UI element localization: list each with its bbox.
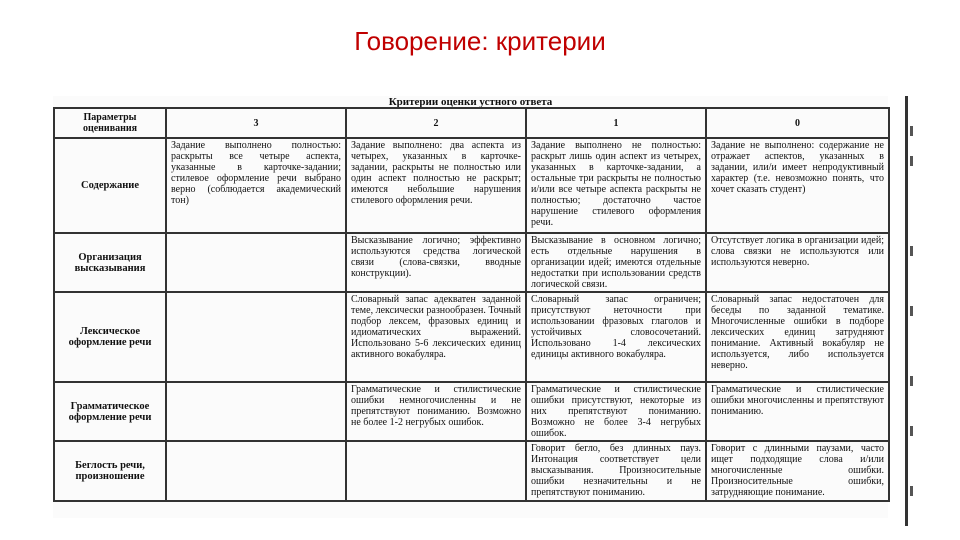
- criteria-cell: Словарный запас недостаточен для беседы по заданной тематике. Многочисленные ошибки в подборе лексических единиц затрудняют понимание. Активный вокабуляр не используется, либо используется неверно.: [706, 292, 889, 382]
- scan-edge-mark: [910, 426, 913, 436]
- criteria-cell: Задание выполнено не полностью: раскрыт лишь один аспект из четырех, указанных в карточке-задании, а остальные три раскрыты не полностью и/или все четыре аспекта раскрыты не полностью; достаточно частое нарушение стилевого оформления речи.: [526, 138, 706, 233]
- header-score-0: 0: [706, 108, 889, 138]
- criteria-cell: Грамматические и стилистические ошибки немногочисленны и не препятствуют пониманию. Возможно не более 1-2 негрубых ошибок.: [346, 382, 526, 441]
- criteria-cell: Задание выполнено полностью: раскрыты все четыре аспекта, указанные в карточке-задании; стилевое оформление речи выбрано верно (соблюдается академический тон): [166, 138, 346, 233]
- criteria-cell: [166, 292, 346, 382]
- header-score-1: 1: [526, 108, 706, 138]
- criteria-table: [53, 107, 890, 502]
- table-header-row: [54, 108, 889, 138]
- table-caption: Критерии оценки устного ответа: [388, 96, 553, 108]
- header-score-2: 2: [346, 108, 526, 138]
- table-row-content: [54, 138, 889, 233]
- criteria-cell: Задание выполнено: два аспекта из четырех, указанных в карточке-задании, раскрыты не полностью или один аспект полностью не раскрыт; имеются небольшие нарушения стилевого оформления речи.: [346, 138, 526, 233]
- scan-edge-mark: [910, 156, 913, 166]
- criteria-cell: Словарный запас ограничен; присутствуют неточности при использовании фразовых глаголов и устойчивых словосочетаний. Использовано 1-4 лексических единицы активного вокабуляра.: [526, 292, 706, 382]
- criteria-cell: Высказывание логично; эффективно используются средства логической связи (слова-связки, вводные конструкции).: [346, 233, 526, 292]
- table-row-fluency: [54, 441, 889, 501]
- criteria-cell: Высказывание в основном логично; есть отдельные нарушения в организации идей; имеются отдельные недостатки при использовании средств логической связи.: [526, 233, 706, 292]
- slide-title: Говорение: критерии: [354, 26, 606, 56]
- param-label: Беглость речи, произношение: [54, 441, 166, 501]
- criteria-cell: [166, 382, 346, 441]
- criteria-cell: [166, 233, 346, 292]
- header-params: Параметры оценивания: [54, 108, 166, 138]
- param-label: Грамматическое оформление речи: [54, 382, 166, 441]
- scan-edge-artifact: [905, 96, 915, 526]
- criteria-table-scan: [53, 96, 888, 518]
- scan-edge-mark: [910, 486, 913, 496]
- criteria-cell: [166, 441, 346, 501]
- criteria-cell: Словарный запас адекватен заданной теме, лексически разнообразен. Точный подбор лексем, фразовых единиц и идиоматических выражений. Использовано 5-6 лексических единиц активного вокабуляра.: [346, 292, 526, 382]
- param-label: Лексическое оформление речи: [54, 292, 166, 382]
- param-label: Содержание: [54, 138, 166, 233]
- header-score-3: 3: [166, 108, 346, 138]
- param-label: Организация высказывания: [54, 233, 166, 292]
- criteria-cell: Говорит бегло, без длинных пауз. Интонация соответствует цели высказывания. Произносительные ошибки незначительны и не препятствуют пониманию.: [526, 441, 706, 501]
- table-row-organization: [54, 233, 889, 292]
- criteria-cell: Отсутствует логика в организации идей; слова связки не используются или используются неверно.: [706, 233, 889, 292]
- criteria-cell: Говорит с длинными паузами, часто ищет подходящие слова и/или многочисленные ошибки. Произносительные ошибки, затрудняющие понимание.: [706, 441, 889, 501]
- scan-edge-mark: [910, 246, 913, 256]
- table-row-grammar: [54, 382, 889, 441]
- table-row-lexical: [54, 292, 889, 382]
- criteria-cell: [346, 441, 526, 501]
- criteria-cell: Задание не выполнено: содержание не отражает аспектов, указанных в задании, или/и имеет непродуктивный характер (т.е. невозможно понять, что хочет сказать студент): [706, 138, 889, 233]
- scan-edge-mark: [910, 376, 913, 386]
- scan-edge-mark: [910, 126, 913, 136]
- criteria-cell: Грамматические и стилистические ошибки присутствуют, некоторые из них препятствуют пониманию. Возможно не более 3-4 негрубых ошибок.: [526, 382, 706, 441]
- criteria-cell: Грамматические и стилистические ошибки многочисленны и препятствуют пониманию.: [706, 382, 889, 441]
- scan-edge-line: [905, 96, 908, 526]
- scan-edge-mark: [910, 306, 913, 316]
